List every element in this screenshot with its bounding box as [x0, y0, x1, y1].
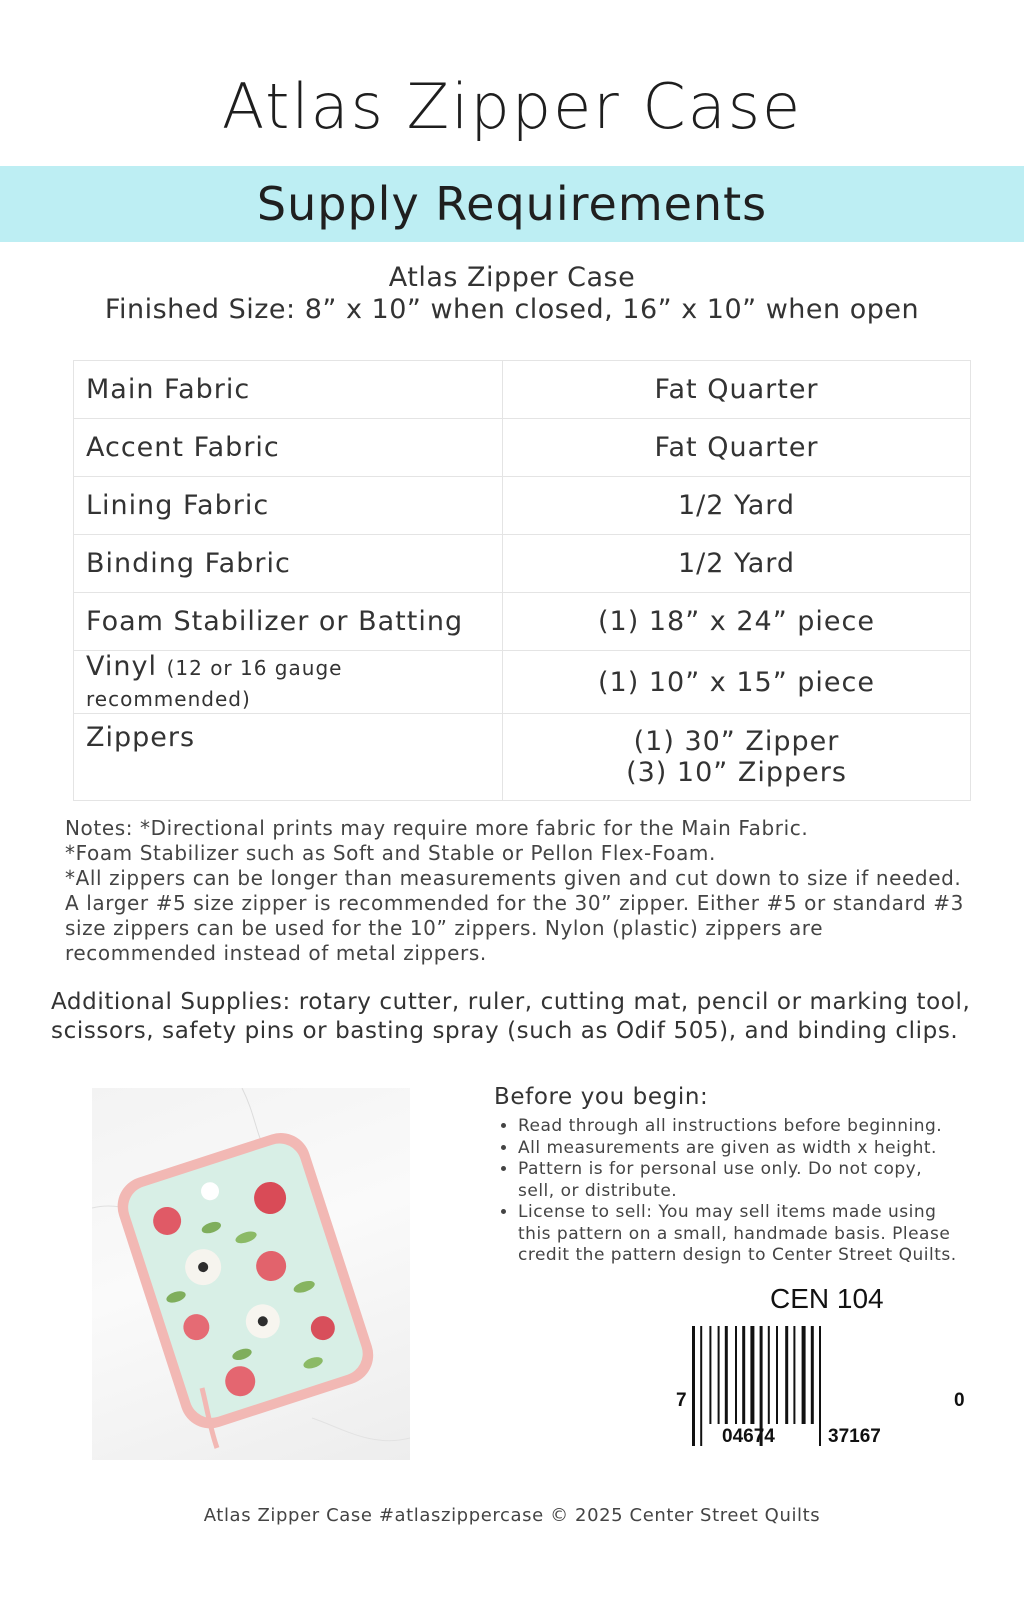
zipper-case-illustration — [92, 1088, 410, 1460]
before-you-begin-heading: Before you begin: — [494, 1084, 709, 1110]
notes — [65, 816, 985, 966]
table-row — [74, 593, 971, 651]
barcode-bar — [725, 1326, 728, 1424]
barcode-bar — [692, 1326, 695, 1446]
additional-supplies — [51, 988, 991, 1046]
table-row — [74, 535, 971, 593]
table-row — [74, 419, 971, 477]
barcode-bar — [735, 1326, 737, 1424]
additional-line: Additional Supplies: rotary cutter, ruler, cutting mat, pencil or marking tool, — [51, 989, 971, 1015]
barcode-bar — [742, 1326, 745, 1424]
note-line: *All zippers can be longer than measurements given and cut down to size if needed. — [65, 866, 962, 890]
barcode-bar — [819, 1326, 821, 1446]
list-item: • Read through all instructions before beginning. — [518, 1116, 964, 1138]
barcode-bar — [750, 1326, 754, 1424]
barcode-bar — [718, 1326, 720, 1424]
list-item: • All measurements are given as width x height. — [518, 1138, 964, 1160]
supply-amount: (1) 10” x 15” piece — [503, 651, 971, 714]
product-code: CEN 104 — [770, 1283, 884, 1314]
supply-item-note: (12 or 16 gauge recommended) — [86, 656, 343, 711]
table-row — [74, 477, 971, 535]
before-you-begin — [494, 1084, 964, 1267]
supply-item-label: Vinyl — [86, 651, 157, 682]
supply-item: Foam Stabilizer or Batting — [74, 593, 503, 651]
supply-item: Accent Fabric — [74, 419, 503, 477]
barcode-right-digit: 0 — [954, 1390, 965, 1411]
supply-amount-line: (1) 30” Zipper — [633, 726, 840, 757]
supply-item: Lining Fabric — [74, 477, 503, 535]
supply-item: Binding Fabric — [74, 535, 503, 593]
supply-amount: (1) 18” x 24” piece — [503, 593, 971, 651]
barcode-bar — [793, 1326, 795, 1424]
supply-amount: Fat Quarter — [503, 419, 971, 477]
barcode-bar — [768, 1326, 770, 1424]
section-band — [0, 166, 1024, 242]
supply-amount: 1/2 Yard — [503, 535, 971, 593]
supply-amount: 1/2 Yard — [503, 477, 971, 535]
barcode-bar — [700, 1326, 702, 1446]
barcode-left-digit: 7 — [676, 1390, 687, 1411]
table-row — [74, 361, 971, 419]
product-photo — [92, 1088, 410, 1460]
supply-item: Zippers — [74, 714, 503, 801]
product-name: Atlas Zipper Case — [388, 262, 636, 293]
barcode-group-2: 37167 — [828, 1426, 881, 1447]
barcode-bar — [776, 1326, 778, 1424]
barcode-group-1: 04674 — [722, 1426, 775, 1447]
note-line: size zippers can be used for the 10” zippers. Nylon (plastic) zippers are — [65, 916, 824, 940]
note-line: Notes: *Directional prints may require more fabric for the Main Fabric. — [65, 816, 809, 840]
additional-line: scissors, safety pins or basting spray (such as Odif 505), and binding clips. — [51, 1018, 959, 1044]
list-item: • Pattern is for personal use only. Do not copy, sell, or distribute. — [518, 1159, 964, 1202]
supply-amount-line: (3) 10” Zippers — [626, 757, 847, 788]
list-item: • License to sell: You may sell items made using this pattern on a small, handmade basis. Please credit the pattern design to Center Street Quilts. — [518, 1202, 964, 1267]
note-line: recommended instead of metal zippers. — [65, 941, 487, 965]
barcode-bar — [811, 1326, 814, 1424]
finished-size: Finished Size: 8” x 10” when closed, 16” x 10” when open — [104, 294, 920, 325]
supply-item: Main Fabric — [74, 361, 503, 419]
supply-table — [73, 360, 971, 801]
supply-item — [74, 651, 503, 714]
table-row — [74, 651, 971, 714]
supply-amount: Fat Quarter — [503, 361, 971, 419]
supply-amount — [503, 714, 971, 801]
before-you-begin-list — [494, 1116, 964, 1267]
page-title: Atlas Zipper Case — [221, 70, 803, 143]
note-line: *Foam Stabilizer such as Soft and Stable or Pellon Flex-Foam. — [65, 841, 716, 865]
section-title: Supply Requirements — [256, 177, 768, 231]
barcode-bar — [802, 1326, 806, 1424]
barcode-bar — [785, 1326, 788, 1424]
table-row — [74, 714, 971, 801]
barcode-bar — [709, 1326, 711, 1424]
footer: Atlas Zipper Case #atlaszippercase © 2025 Center Street Quilts — [203, 1505, 821, 1526]
note-line: A larger #5 size zipper is recommended for the 30” zipper. Either #5 or standard #3 — [65, 891, 964, 915]
